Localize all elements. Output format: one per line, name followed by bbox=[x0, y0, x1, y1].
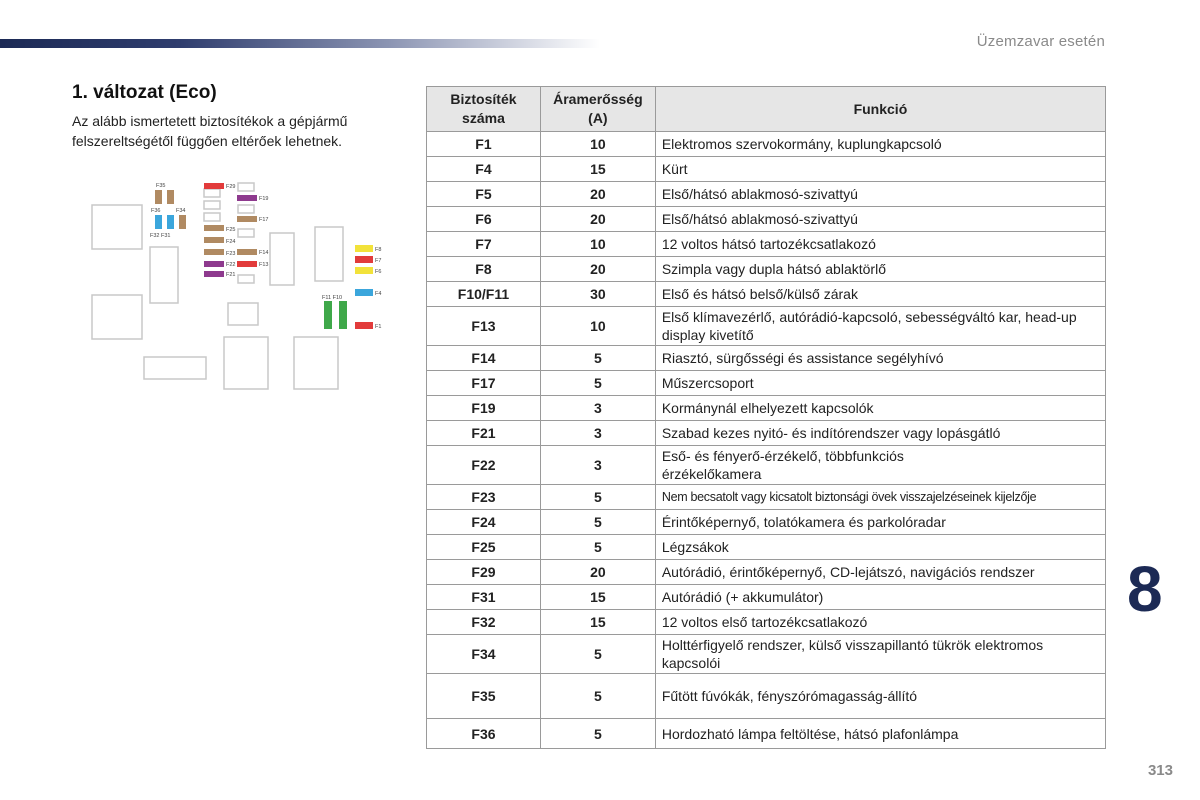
fuse-label: F25 bbox=[226, 227, 236, 233]
fuse-amperage: 3 bbox=[540, 396, 655, 421]
fuse-amperage: 10 bbox=[540, 232, 655, 257]
fuse-number: F21 bbox=[427, 421, 541, 446]
fuse-number: F14 bbox=[427, 346, 541, 371]
fuse-number: F17 bbox=[427, 371, 541, 396]
header-amperage: Áramerősség (A) bbox=[540, 87, 655, 132]
fuse-amperage: 5 bbox=[540, 674, 655, 719]
fuse-table bbox=[426, 86, 1106, 749]
diagram-outline-blocks bbox=[92, 183, 343, 389]
fuse-function: Autórádió (+ akkumulátor) bbox=[655, 585, 1105, 610]
table-row bbox=[427, 635, 1106, 674]
fuse-function: Elektromos szervokormány, kuplungkapcsoló bbox=[655, 132, 1105, 157]
fuse-function: Műszercsoport bbox=[655, 371, 1105, 396]
fuse-function: Nem becsatolt vagy kicsatolt biztonsági övek visszajelzéseinek kijelzője bbox=[655, 485, 1105, 510]
fuse-label: F29 bbox=[226, 184, 236, 190]
fuse-number: F24 bbox=[427, 510, 541, 535]
fuse-function: Szimpla vagy dupla hátsó ablaktörlő bbox=[655, 257, 1105, 282]
fuse-label: F7 bbox=[375, 258, 382, 264]
fuse-amperage: 5 bbox=[540, 535, 655, 560]
table-header-row bbox=[427, 87, 1106, 132]
fuse-number: F25 bbox=[427, 535, 541, 560]
fuse-function: Első és hátsó belső/külső zárak bbox=[655, 282, 1105, 307]
fuse-function: 12 voltos első tartozékcsatlakozó bbox=[655, 610, 1105, 635]
fuse-amperage: 5 bbox=[540, 635, 655, 674]
fuse-number: F10/F11 bbox=[427, 282, 541, 307]
fuse-amperage: 20 bbox=[540, 560, 655, 585]
table-row bbox=[427, 446, 1106, 485]
fuse-number: F31 bbox=[427, 585, 541, 610]
fuse-number: F6 bbox=[427, 207, 541, 232]
fuse-number: F35 bbox=[427, 674, 541, 719]
fuse-function: Fűtött fúvókák, fényszórómagasság-állító bbox=[655, 674, 1105, 719]
fuse-function: Holttérfigyelő rendszer, külső visszapillantó tükrök elektromos kapcsolói bbox=[655, 635, 1105, 674]
fuse-function: Hordozható lámpa feltöltése, hátsó plafonlámpa bbox=[655, 719, 1105, 749]
table-row bbox=[427, 396, 1106, 421]
table-row bbox=[427, 307, 1106, 346]
fuse-number: F4 bbox=[427, 157, 541, 182]
fuse-amperage: 3 bbox=[540, 421, 655, 446]
table-row bbox=[427, 282, 1106, 307]
fuse-label: F36 bbox=[151, 208, 161, 214]
header-fuse-number: Biztosíték száma bbox=[427, 87, 541, 132]
table-row bbox=[427, 719, 1106, 749]
fuse-label: F24 bbox=[226, 239, 236, 245]
fuse-label: F35 bbox=[156, 183, 166, 189]
header-gradient-bar bbox=[0, 39, 600, 48]
fuse-amperage: 15 bbox=[540, 157, 655, 182]
fuse-amperage: 30 bbox=[540, 282, 655, 307]
fuse-function: 12 voltos hátsó tartozékcsatlakozó bbox=[655, 232, 1105, 257]
header-function: Funkció bbox=[655, 87, 1105, 132]
fuse-box-diagram bbox=[88, 175, 398, 395]
fuse-amperage: 10 bbox=[540, 132, 655, 157]
fuse-label: F19 bbox=[259, 196, 269, 202]
fuse-label: F4 bbox=[375, 291, 382, 297]
fuse-amperage: 15 bbox=[540, 585, 655, 610]
intro-text: Az alább ismertetett biztosítékok a gépjármű felszereltségétől függően eltérőek lehetnek. bbox=[72, 113, 348, 149]
fuse-amperage: 5 bbox=[540, 719, 655, 749]
fuse-number: F7 bbox=[427, 232, 541, 257]
fuse-amperage: 5 bbox=[540, 371, 655, 396]
section-title: 1. változat (Eco) bbox=[72, 82, 217, 103]
fuse-number: F13 bbox=[427, 307, 541, 346]
fuse-function: Kürt bbox=[655, 157, 1105, 182]
table-row bbox=[427, 257, 1106, 282]
fuse-number: F22 bbox=[427, 446, 541, 485]
fuse-function: Eső- és fényerő-érzékelő, többfunkciós érzékelőkamera bbox=[655, 446, 1105, 485]
fuse-function: Első/hátsó ablakmosó-szivattyú bbox=[655, 207, 1105, 232]
table-row bbox=[427, 510, 1106, 535]
table-row bbox=[427, 157, 1106, 182]
fuse-function: Légzsákok bbox=[655, 535, 1105, 560]
table-row bbox=[427, 610, 1106, 635]
fuse-amperage: 20 bbox=[540, 207, 655, 232]
fuse-number: F34 bbox=[427, 635, 541, 674]
fuse-number: F36 bbox=[427, 719, 541, 749]
fuse-label: F22 bbox=[226, 262, 236, 268]
fuse-amperage: 20 bbox=[540, 182, 655, 207]
fuse-function: Kormánynál elhelyezett kapcsolók bbox=[655, 396, 1105, 421]
fuse-label: F11 F10 bbox=[322, 295, 343, 301]
table-row bbox=[427, 485, 1106, 510]
fuse-label: F13 bbox=[259, 262, 269, 268]
table-row bbox=[427, 535, 1106, 560]
table-row bbox=[427, 346, 1106, 371]
fuse-number: F23 bbox=[427, 485, 541, 510]
table-row bbox=[427, 182, 1106, 207]
fuse-amperage: 3 bbox=[540, 446, 655, 485]
table-row bbox=[427, 421, 1106, 446]
fuse-amperage: 5 bbox=[540, 485, 655, 510]
fuse-amperage: 5 bbox=[540, 510, 655, 535]
fuse-number: F29 bbox=[427, 560, 541, 585]
fuse-amperage: 15 bbox=[540, 610, 655, 635]
fuse-function: Érintőképernyő, tolatókamera és parkolóradar bbox=[655, 510, 1105, 535]
fuse-label: F34 bbox=[176, 208, 186, 214]
fuse-number: F1 bbox=[427, 132, 541, 157]
fuse-function: Riasztó, sürgősségi és assistance segélyhívó bbox=[655, 346, 1105, 371]
fuse-label: F8 bbox=[375, 247, 382, 253]
table-row bbox=[427, 371, 1106, 396]
fuse-label: F32 F31 bbox=[150, 233, 171, 239]
table-row bbox=[427, 560, 1106, 585]
table-row bbox=[427, 232, 1106, 257]
table-row bbox=[427, 585, 1106, 610]
fuse-amperage: 10 bbox=[540, 307, 655, 346]
page-number: 313 bbox=[1147, 762, 1173, 779]
fuse-label: F21 bbox=[226, 272, 236, 278]
fuse-label: F17 bbox=[259, 217, 269, 223]
fuse-label: F1 bbox=[375, 324, 382, 330]
fuse-label: F6 bbox=[375, 269, 382, 275]
fuse-number: F5 bbox=[427, 182, 541, 207]
page-header-title: Üzemzavar esetén bbox=[976, 33, 1105, 50]
fuse-number: F32 bbox=[427, 610, 541, 635]
table-row bbox=[427, 207, 1106, 232]
fuse-label: F23 bbox=[226, 251, 236, 257]
fuse-label: F14 bbox=[259, 250, 269, 256]
fuse-amperage: 5 bbox=[540, 346, 655, 371]
table-row bbox=[427, 132, 1106, 157]
fuse-number: F19 bbox=[427, 396, 541, 421]
fuse-function: Első klímavezérlő, autórádió-kapcsoló, sebességváltó kar, head-up display kivetítő bbox=[655, 307, 1105, 346]
fuse-amperage: 20 bbox=[540, 257, 655, 282]
table-row bbox=[427, 674, 1106, 719]
fuse-function: Autórádió, érintőképernyő, CD-lejátszó, navigációs rendszer bbox=[655, 560, 1105, 585]
fuse-number: F8 bbox=[427, 257, 541, 282]
fuse-function: Első/hátsó ablakmosó-szivattyú bbox=[655, 182, 1105, 207]
fuse-function: Szabad kezes nyitó- és indítórendszer vagy lopásgátló bbox=[655, 421, 1105, 446]
chapter-number: 8 bbox=[1127, 553, 1163, 625]
